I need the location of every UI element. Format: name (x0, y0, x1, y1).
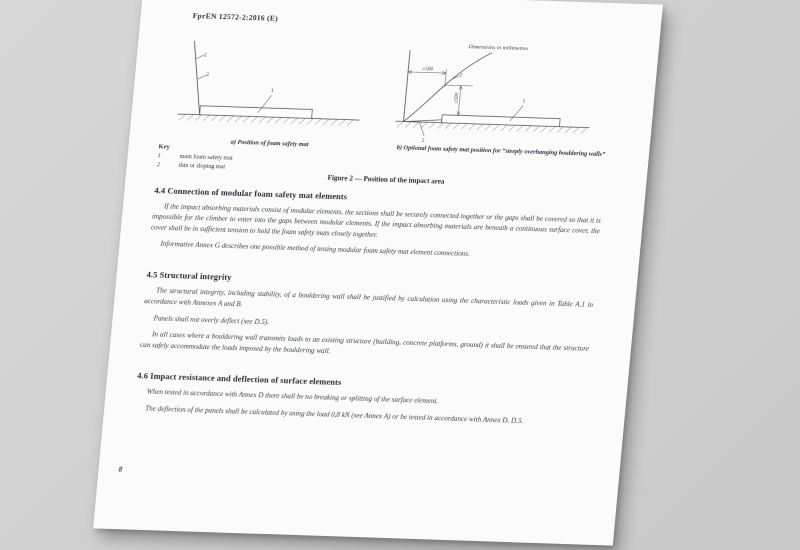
figure-2b-callout-2: 2 (421, 138, 425, 145)
figure-key-title: Key (158, 143, 171, 151)
figure-2b-callout-2-upper: 2 (459, 72, 463, 79)
figure-2a-caption: a) Position of foam safety mat (230, 138, 309, 149)
section-4-6-paragraph-2: The deflection of the panels shall be calculated by using the load 0,8 kN (see Annex A) or be tested in accordance with Annex D, D.5. (144, 404, 524, 425)
document-page (93, 0, 663, 546)
figure-2b-caption: b) Optional foam safety mat position for “steeply overhanging bouldering walls” (396, 144, 606, 159)
figure-2a-callout-1: 1 (270, 88, 274, 95)
document-body (133, 186, 602, 435)
figure-2a-callout-2-lower: 2 (205, 72, 210, 79)
section-4-4-paragraph-1: If the impact absorbing materials consist of modular elements, the sections shall be securely connected together or the gaps shall be covered so that it is impossible for the climber to enter into the gaps between modular elements. If the impact absorbing materials are beneath a continuous surface cover, the cover shall be in sufficient tension to hold the foam safety mats closely together. (150, 202, 602, 239)
section-4-4-paragraph-2: Informative Annex G describes one possible method of testing modular foam safety mat element connections. (160, 240, 471, 259)
section-4-5-paragraph-1: The structural integrity, including stability, of a bouldering wall shall be justified by calculation using the characteristic loads given in Table A.1 in accordance with Annexes A and B. (143, 286, 594, 310)
document-header-standard-number: FprEN 12572-2:2016 (E) (192, 10, 279, 23)
figure-2b-diagram (387, 40, 625, 157)
figure-2a-callout-2-upper: 2 (203, 52, 207, 59)
figure-2a-svg (168, 32, 382, 142)
figure-2b-svg (387, 40, 624, 151)
section-heading-4-5: 4.5 Structural integrity (146, 270, 232, 283)
dimensions-in-millimetres-note: Dimensions in millimetres (468, 44, 529, 52)
section-4-5-paragraph-2: Panels shall not overly deflect (see D.5). (153, 314, 270, 326)
figure-key-item-label: thin or sloping mat (178, 162, 226, 170)
figure-key-item-number: 2 (156, 161, 161, 168)
figure-2b-vertical-dimension: ≥500 (453, 92, 461, 104)
figure-key-item-number: 1 (157, 153, 161, 160)
figure-2-title: Figure 2 — Position of the impact area (327, 173, 445, 186)
page-number: 8 (118, 464, 123, 474)
page-content (93, 0, 663, 546)
section-4-5-paragraph-3: In all cases where a bouldering wall transmits loads to an existing structure (building, concrete platforms, ground) it shall be ensured that the structure can safely accommodate the loads imposed by the bouldering wall. (139, 330, 590, 356)
section-heading-4-4: 4.4 Connection of modular foam safety mat elements (154, 185, 348, 202)
document-page-wrapper (93, 0, 663, 546)
section-heading-4-6: 4.6 Impact resistance and deflection of surface elements (136, 371, 342, 388)
figure-2a-diagram (167, 32, 382, 148)
document-page-inner (93, 0, 663, 546)
figure-2b-horizontal-dimension: ≥500 (422, 66, 434, 73)
section-4-6-paragraph-1: When tested in accordance with Annex D there shall be no breaking or splitting of the surface element. (146, 387, 439, 406)
figure-2b-callout-1: 1 (522, 98, 526, 105)
figure-key-item-label: main foam safety mat (179, 153, 233, 162)
